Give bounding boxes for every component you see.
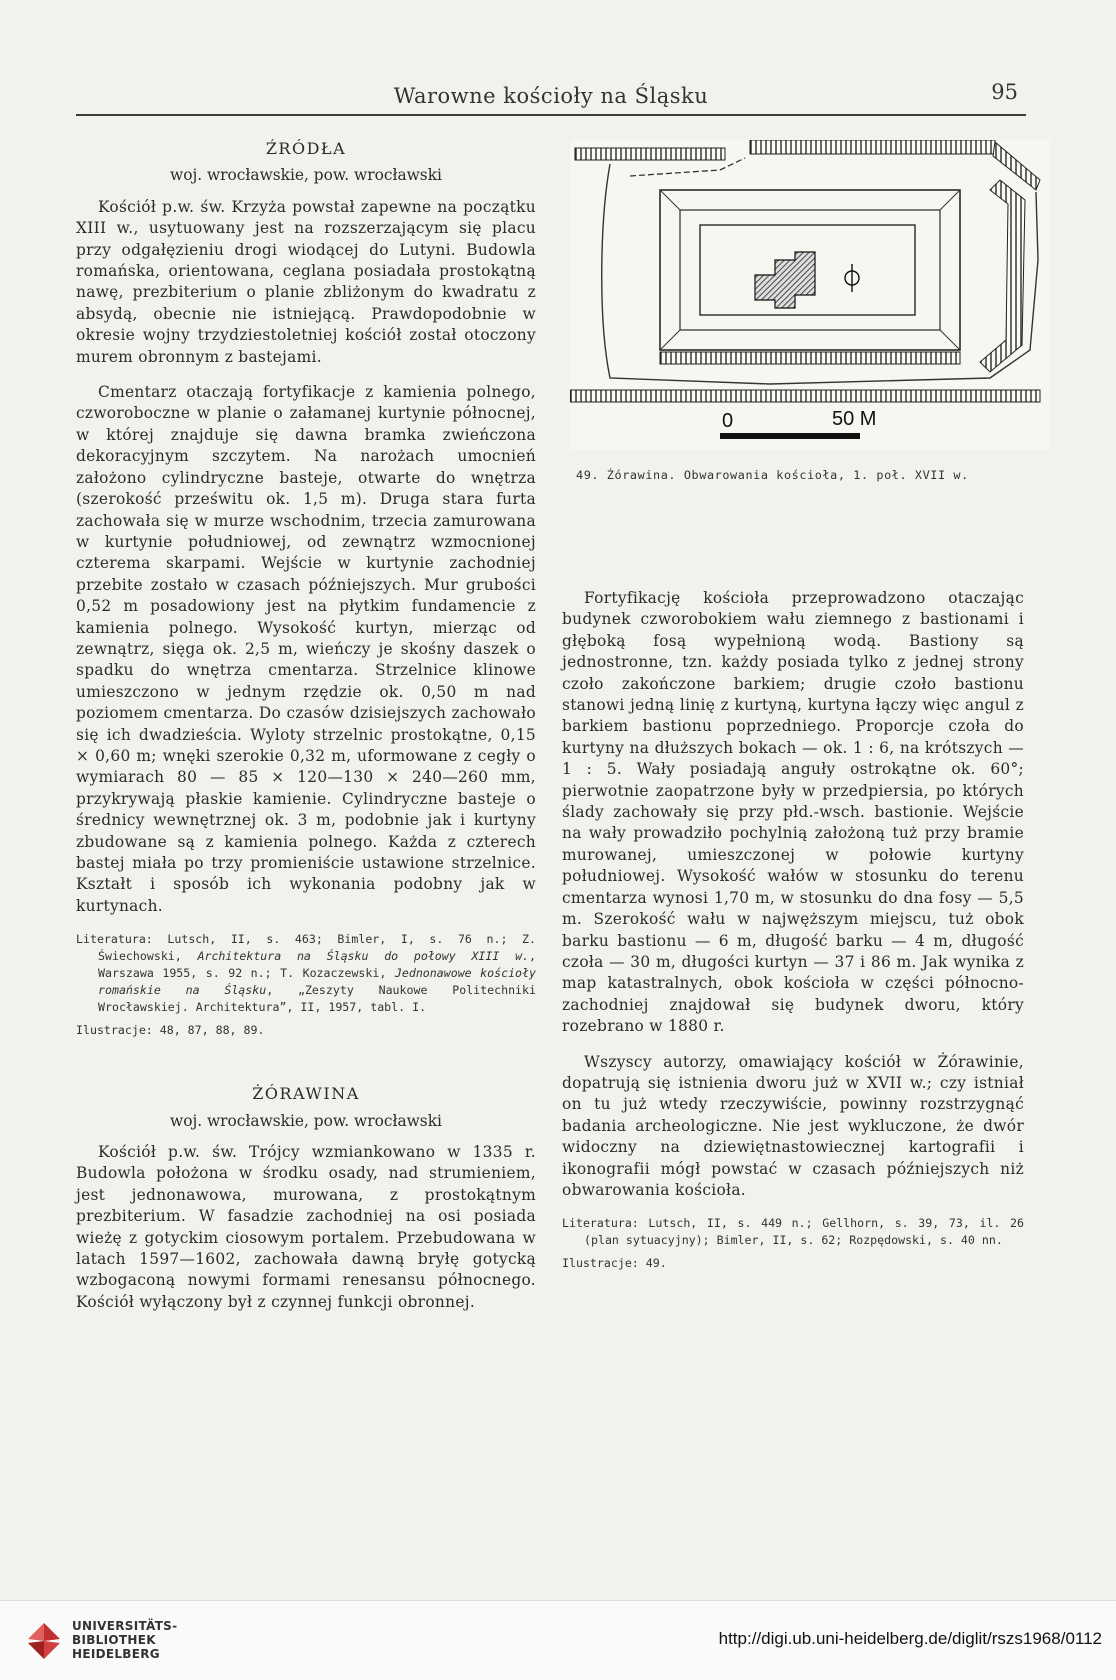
literature-text: , „Zeszyty Naukowe Politechniki Wrocławskiej. Architektura”, II, 1957, tabl. I.: [98, 983, 536, 1015]
illustrations-zrodla: Ilustracje: 48, 87, 88, 89.: [76, 1023, 265, 1038]
literature-zrodla: [76, 931, 536, 1016]
paragraph: Kościół p.w. św. Krzyża powstał zapewne na początku XIII w., usytuowany jest na rozszerzającym się placu przy odgałęzieniu drogi wiodącej do Lutyni. Budowla romańska, orientowana, ceglana posiadała prostokątną nawę, prezbiterium o planie zbliżonym do kwadratu z absydą, obecnie nie istniejącą. Prawdopodobnie w okresie wojny trzydziestoletniej kościół został otoczony murem obronnym z bastejami.: [76, 197, 536, 366]
library-name-line: HEIDELBERG: [72, 1647, 160, 1661]
paragraph: Wszyscy autorzy, omawiający kościół w Żórawinie, dopatrują się istnienia dworu już w XVII w.; czy istniał on tu już wtedy rzeczywiście, powinny rozstrzygnąć badania archeologiczne. Nie jest wykluczone, że dwór widoczny na dziewiętnastowiecznej kartografii i ikonografii mógł powstać w czasach późniejszych niż obwarowania kościoła.: [562, 1052, 1024, 1199]
section-title-zorawina: ŻÓRAWINA: [252, 1084, 360, 1104]
literature-title: Architektura na Śląsku do połowy XIII w.: [197, 949, 530, 964]
page-number: 95: [991, 80, 1018, 104]
running-head: [76, 80, 1026, 116]
university-library-logo-icon: [24, 1621, 64, 1661]
left-column: [76, 138, 536, 1327]
scale-label: 50 M: [832, 408, 877, 430]
literature-text: , Warszawa 1955, s. 92 n.; T. Kozaczewski,: [98, 949, 537, 981]
running-title: Warowne kościoły na Śląsku: [393, 84, 709, 108]
footer-bar: [0, 1600, 1116, 1680]
section-subtitle-zrodla: woj. wrocławskie, pow. wrocławski: [170, 166, 442, 185]
library-name-line: BIBLIOTHEK: [72, 1633, 156, 1647]
paragraph: Fortyfikację kościoła przeprowadzono otaczając budynek czworobokiem wału ziemnego z bastionami i głęboką fosą wypełnioną wodą. Bastiony są jednostronne, tzn. każdy posiada tylko z jednej strony czoło zakończone barkiem; drugie czoło bastionu stanowi jedną linię z kurtyną, kurtyna łączy więc angul z barkiem bastionu poprzedniego. Proporcje czoła do kurtyny na dłuższych bokach — ok. 1 : 6, na krótszych — 1 : 5. Wały posiadają anguły ostrokątne ok. 60°; pierwotnie zaopatrzone były w przedpiersia, po których ślady zachowały się przy płd.-wsch. bastionie. Wejście na wały prowadziło pochylnią założoną tuż przy bramie murowanej, umieszczonej w połowie kurtyny południowej. Wysokość wałów w stosunku do terenu cmentarza wynosi 1,70 m, w stosunku do dna fosy — 5,5 m. Szerokość wału w najwęższym miejscu, tuż obok barku bastionu — 6 m, długość barku — 4 m, długość czoła — 30 m, długości kurtyn — 37 i 86 m. Jak wynika z map katastralnych, obok kościoła w części północno-zachodniej znajdował się budynek dworu, który rozebrano w 1880 r.: [562, 589, 1024, 1036]
permalink-url[interactable]: http://digi.ub.uni-heidelberg.de/diglit/rszs1968/0112: [718, 1629, 1102, 1648]
literature-title: Jednonawowe kościoły romańskie na Śląsku: [98, 966, 537, 998]
literature-zorawina: Literatura: Lutsch, II, s. 449 n.; Gellhorn, s. 39, 73, il. 26 (plan sytuacyjny); Bimler, II, s. 62; Rozpędowski, s. 40 nn.: [562, 1216, 1024, 1248]
wall-south-outer: [570, 390, 1040, 402]
paragraph: Cmentarz otaczają fortyfikacje z kamienia polnego, czworoboczne w planie o załamanej kurtynie północnej, w której znajduje się dawna bramka zwieńczona dekoracyjnym szczytem. Na narożach umocnień założono cylindryczne basteje, otwarte do wnętrza (szerokość prześwitu ok. 1,5 m). Druga stara furta zachowała się w murze wschodnim, trzecia zamurowana w kurtynie południowej, od zewnątrz wzmocnionej czterema skarpami. Wejście w kurtynie zachodniej przebite zostało w czasach późniejszych. Mur grubości 0,52 m posadowiony jest na płytkim fundamencie z kamienia polnego. Wysokość kurtyn, mierząc od zewnątrz, sięga ok. 2,5 m, wieńczy je skośny daszek o spadku do wnętrza cmentarza. Strzelnice klinowe umieszczono w jednym rzędzie ok. 0,50 m nad poziomem cmentarza. Do czasów dzisiejszych zachowało się ich dwadzieścia. Wyloty strzelnic prostokątne, 0,15 × 0,60 m; wnęki szerokie 0,32 m, uformowane z cegły o wymiarach 80 — 85 × 120—130 × 240—260 mm, przykrywają płaskie kamienie. Cylindryczne basteje o średnicy wewnętrznej ok. 3 m, podobnie jak i kurtyny zbudowane są z kamienia polnego. Każda z czterech bastej miała po trzy promieniście ustawione strzelnice. Kształt i sposób ich wykonania podobny jak w kurtynach.: [76, 383, 536, 915]
literature-text: Lutsch, II, s. 463; Bimler, I, s. 76 n.; Z. Świechowski,: [98, 932, 536, 964]
wall-top-left: [575, 148, 725, 160]
figure-caption: 49. Żórawina. Obwarowania kościoła, 1. poł. XVII w.: [576, 468, 969, 482]
scale-zero: 0: [722, 410, 734, 432]
scale-bar: [720, 433, 860, 439]
illustrations-zorawina: Ilustracje: 49.: [562, 1256, 667, 1271]
section-subtitle-zorawina: woj. wrocławskie, pow. wrocławski: [170, 1111, 442, 1130]
literature-label: Literatura:: [76, 932, 153, 947]
library-name-line: UNIVERSITÄTS-: [72, 1619, 178, 1633]
right-column: [562, 588, 1024, 1316]
paragraph: Kościół p.w. św. Trójcy wzmiankowano w 1335 r. Budowla położona w środku osady, nad strumieniem, jest jednonawowa, murowana, z prostokątnym prezbiterium. W fasadzie zachodniej na osi posiada wieżę z gotyckim ciosowym portalem. Przebudowana w latach 1597—1602, zachowała dawną bryłę gotycką wzbogaconą nowymi formami renesansu północnego. Kościół wyłączony był z czynnej funkcji obronnej.: [76, 1143, 536, 1311]
section-title-zrodla: ŹRÓDŁA: [265, 139, 347, 158]
wall-top-right: [750, 140, 995, 154]
fortification-plan-figure: [570, 140, 1050, 450]
wall-south-inner: [660, 352, 960, 364]
library-name: [72, 1619, 177, 1661]
